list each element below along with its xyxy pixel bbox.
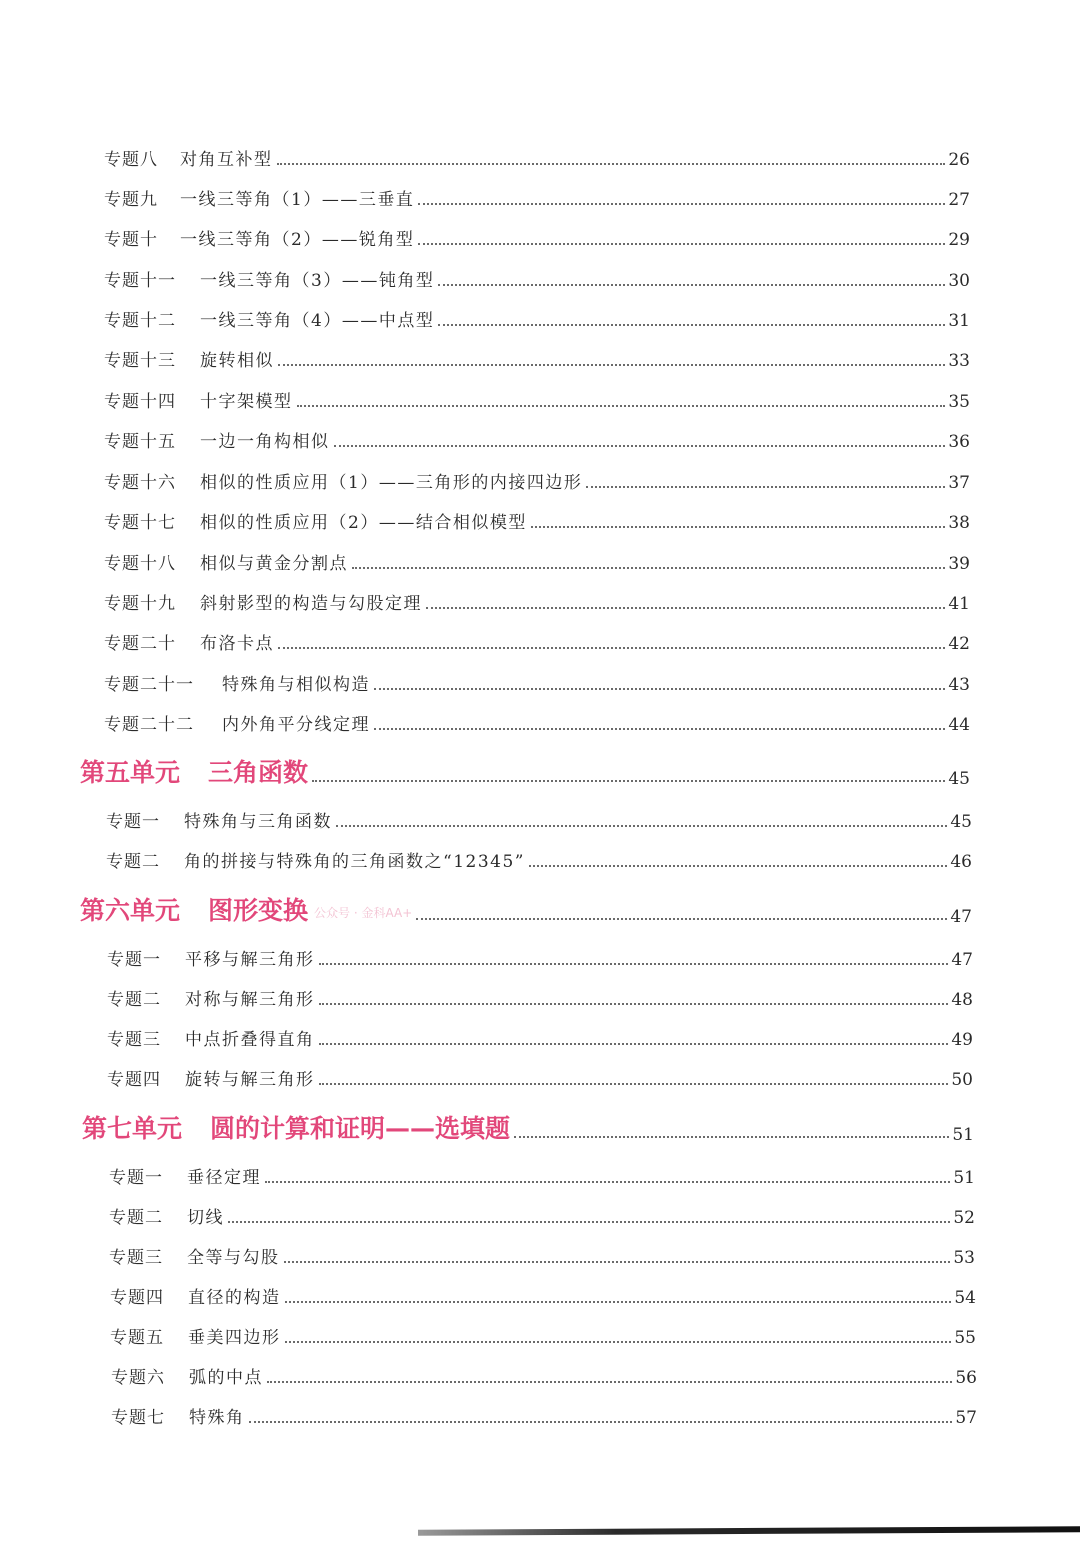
topic-label: 专题七	[111, 1408, 165, 1428]
topic-title: 一线三等角（3）——钝角型	[200, 271, 435, 291]
page-number: 46	[950, 852, 972, 872]
topic-label: 专题一	[106, 812, 160, 832]
toc-entry[interactable]	[104, 307, 970, 331]
toc-entry[interactable]	[104, 388, 970, 412]
page-number: 44	[948, 715, 970, 735]
topic-label: 专题十	[104, 230, 158, 250]
topic-title: 切线	[187, 1208, 224, 1228]
toc-entry[interactable]	[104, 226, 970, 250]
page-number: 43	[948, 675, 970, 695]
topic-label: 专题五	[110, 1328, 164, 1348]
toc-entry[interactable]	[104, 186, 970, 210]
scan-edge-line	[418, 1526, 1080, 1535]
dot-leader	[319, 1083, 949, 1085]
topic-title: 对称与解三角形	[185, 990, 315, 1010]
toc-entry[interactable]	[104, 550, 970, 574]
page-number: 51	[952, 1125, 974, 1145]
dot-leader	[284, 1261, 951, 1263]
page-number: 50	[951, 1070, 973, 1090]
unit-title: 图形变换	[208, 896, 309, 925]
dot-leader	[514, 1136, 949, 1138]
toc-entry[interactable]	[104, 428, 970, 452]
topic-title: 特殊角	[189, 1408, 245, 1428]
page-number: 57	[955, 1408, 977, 1428]
topic-title: 内外角平分线定理	[222, 715, 370, 735]
topic-label: 专题二	[107, 990, 161, 1010]
page-number: 27	[948, 190, 970, 210]
toc-entry[interactable]	[104, 267, 970, 291]
page-number: 36	[948, 432, 970, 452]
dot-leader	[374, 728, 945, 730]
page-number: 54	[954, 1288, 976, 1308]
page-number: 45	[948, 769, 970, 789]
topic-label: 专题十三	[104, 351, 176, 371]
dot-leader	[416, 918, 947, 920]
topic-label: 专题十二	[104, 311, 176, 331]
topic-label: 专题十一	[104, 271, 176, 291]
dot-leader	[336, 825, 947, 827]
page-number: 33	[948, 351, 970, 371]
unit-title: 圆的计算和证明——选填题	[210, 1114, 511, 1143]
topic-label: 专题九	[104, 190, 158, 210]
dot-leader	[374, 688, 945, 690]
page-number: 42	[948, 634, 970, 654]
page-number: 48	[951, 990, 973, 1010]
page-number: 35	[948, 392, 970, 412]
topic-label: 专题四	[110, 1288, 164, 1308]
topic-title: 全等与勾股	[187, 1248, 280, 1268]
toc-entry[interactable]	[111, 1404, 977, 1428]
topic-title: 一线三等角（1）——三垂直	[180, 190, 415, 210]
page-number: 52	[953, 1208, 975, 1228]
toc-entry[interactable]	[104, 347, 970, 371]
unit-title: 三角函数	[208, 758, 309, 787]
toc-entry[interactable]	[104, 509, 970, 533]
dot-leader	[312, 780, 945, 782]
topic-label: 专题三	[109, 1248, 163, 1268]
unit-label: 第五单元	[80, 758, 181, 787]
dot-leader	[277, 163, 946, 165]
topic-title: 旋转与解三角形	[185, 1070, 315, 1090]
topic-label: 专题十六	[104, 473, 176, 493]
dot-leader	[228, 1221, 950, 1223]
dot-leader	[438, 284, 945, 286]
dot-leader	[418, 203, 945, 205]
toc-entry[interactable]	[104, 711, 970, 735]
page-number: 39	[948, 554, 970, 574]
topic-label: 专题三	[107, 1030, 161, 1050]
unit-label: 第七单元	[82, 1114, 183, 1143]
topic-title: 平移与解三角形	[185, 950, 315, 970]
dot-leader	[265, 1181, 950, 1183]
topic-label: 专题一	[109, 1168, 163, 1188]
topic-title: 十字架模型	[200, 392, 293, 412]
toc-entry[interactable]	[104, 146, 970, 170]
unit-label: 第六单元	[80, 896, 181, 925]
toc-entry[interactable]	[111, 1364, 977, 1388]
toc-entry[interactable]	[104, 590, 970, 614]
page-number: 55	[954, 1328, 976, 1348]
watermark-text: 公众号 · 金科AA+	[314, 906, 413, 920]
toc-entry[interactable]	[106, 848, 972, 872]
topic-title: 直径的构造	[188, 1288, 281, 1308]
topic-title: 布洛卡点	[200, 634, 274, 654]
toc-entry[interactable]	[110, 1284, 976, 1308]
dot-leader	[426, 607, 945, 609]
page-number: 30	[948, 271, 970, 291]
topic-label: 专题二	[109, 1208, 163, 1228]
topic-title: 中点折叠得直角	[185, 1030, 315, 1050]
topic-title: 相似的性质应用（1）——三角形的内接四边形	[200, 473, 583, 493]
topic-label: 专题二十	[104, 634, 176, 654]
topic-label: 专题六	[111, 1368, 165, 1388]
dot-leader	[531, 526, 946, 528]
page-number: 26	[948, 150, 970, 170]
toc-entry[interactable]	[107, 986, 973, 1010]
dot-leader	[249, 1421, 953, 1423]
toc-entry[interactable]	[107, 1066, 973, 1090]
page-number: 51	[953, 1168, 975, 1188]
topic-title: 弧的中点	[189, 1368, 263, 1388]
topic-label: 专题八	[104, 150, 158, 170]
topic-title: 特殊角与三角函数	[184, 812, 332, 832]
dot-leader	[319, 1003, 949, 1005]
topic-label: 专题十八	[104, 554, 176, 574]
topic-title: 斜射影型的构造与勾股定理	[200, 594, 422, 614]
page-number: 56	[955, 1368, 977, 1388]
topic-label: 专题二十二	[104, 715, 194, 735]
topic-label: 专题四	[107, 1070, 161, 1090]
topic-title: 一线三等角（2）——锐角型	[180, 230, 415, 250]
toc-entry[interactable]	[109, 1204, 975, 1228]
unit-heading[interactable]	[82, 1111, 974, 1145]
topic-label: 专题十九	[104, 594, 176, 614]
dot-leader	[278, 647, 945, 649]
toc-entry[interactable]	[110, 1324, 976, 1348]
topic-title: 特殊角与相似构造	[222, 675, 370, 695]
topic-title: 旋转相似	[200, 351, 274, 371]
page-number: 45	[950, 812, 972, 832]
dot-leader	[319, 963, 949, 965]
dot-leader	[319, 1043, 949, 1045]
topic-title: 垂径定理	[187, 1168, 261, 1188]
topic-label: 专题十五	[104, 432, 176, 452]
topic-title: 角的拼接与特殊角的三角函数之“12345”	[184, 852, 525, 872]
dot-leader	[586, 486, 945, 488]
page-number: 53	[953, 1248, 975, 1268]
topic-title: 一边一角构相似	[200, 432, 330, 452]
topic-label: 专题二十一	[104, 675, 194, 695]
page-number: 38	[948, 513, 970, 533]
dot-leader	[334, 445, 946, 447]
toc-entry[interactable]	[104, 469, 970, 493]
toc-entry[interactable]	[107, 946, 973, 970]
dot-leader	[285, 1341, 952, 1343]
page-number: 47	[950, 907, 972, 927]
page-number: 37	[948, 473, 970, 493]
toc-entry[interactable]	[109, 1164, 975, 1188]
dot-leader	[438, 324, 945, 326]
topic-label: 专题十四	[104, 392, 176, 412]
page-number: 31	[948, 311, 970, 331]
toc-entry[interactable]	[109, 1244, 975, 1268]
toc-entry[interactable]	[104, 630, 970, 654]
page-number: 41	[948, 594, 970, 614]
dot-leader	[352, 567, 945, 569]
dot-leader	[418, 243, 945, 245]
dot-leader	[267, 1381, 952, 1383]
topic-title: 一线三等角（4）——中点型	[200, 311, 435, 331]
page-number: 49	[951, 1030, 973, 1050]
dot-leader	[285, 1301, 952, 1303]
toc-entry[interactable]	[104, 671, 970, 695]
topic-label: 专题二	[106, 852, 160, 872]
page-number: 29	[948, 230, 970, 250]
unit-heading[interactable]	[80, 755, 970, 789]
dot-leader	[278, 364, 945, 366]
dot-leader	[297, 405, 946, 407]
unit-heading[interactable]	[80, 893, 972, 927]
topic-title: 相似与黄金分割点	[200, 554, 348, 574]
toc-entry[interactable]	[106, 808, 972, 832]
topic-label: 专题十七	[104, 513, 176, 533]
topic-title: 垂美四边形	[188, 1328, 281, 1348]
dot-leader	[529, 865, 947, 867]
page-number: 47	[951, 950, 973, 970]
topic-label: 专题一	[107, 950, 161, 970]
topic-title: 对角互补型	[180, 150, 273, 170]
toc-entry[interactable]	[107, 1026, 973, 1050]
topic-title: 相似的性质应用（2）——结合相似模型	[200, 513, 527, 533]
